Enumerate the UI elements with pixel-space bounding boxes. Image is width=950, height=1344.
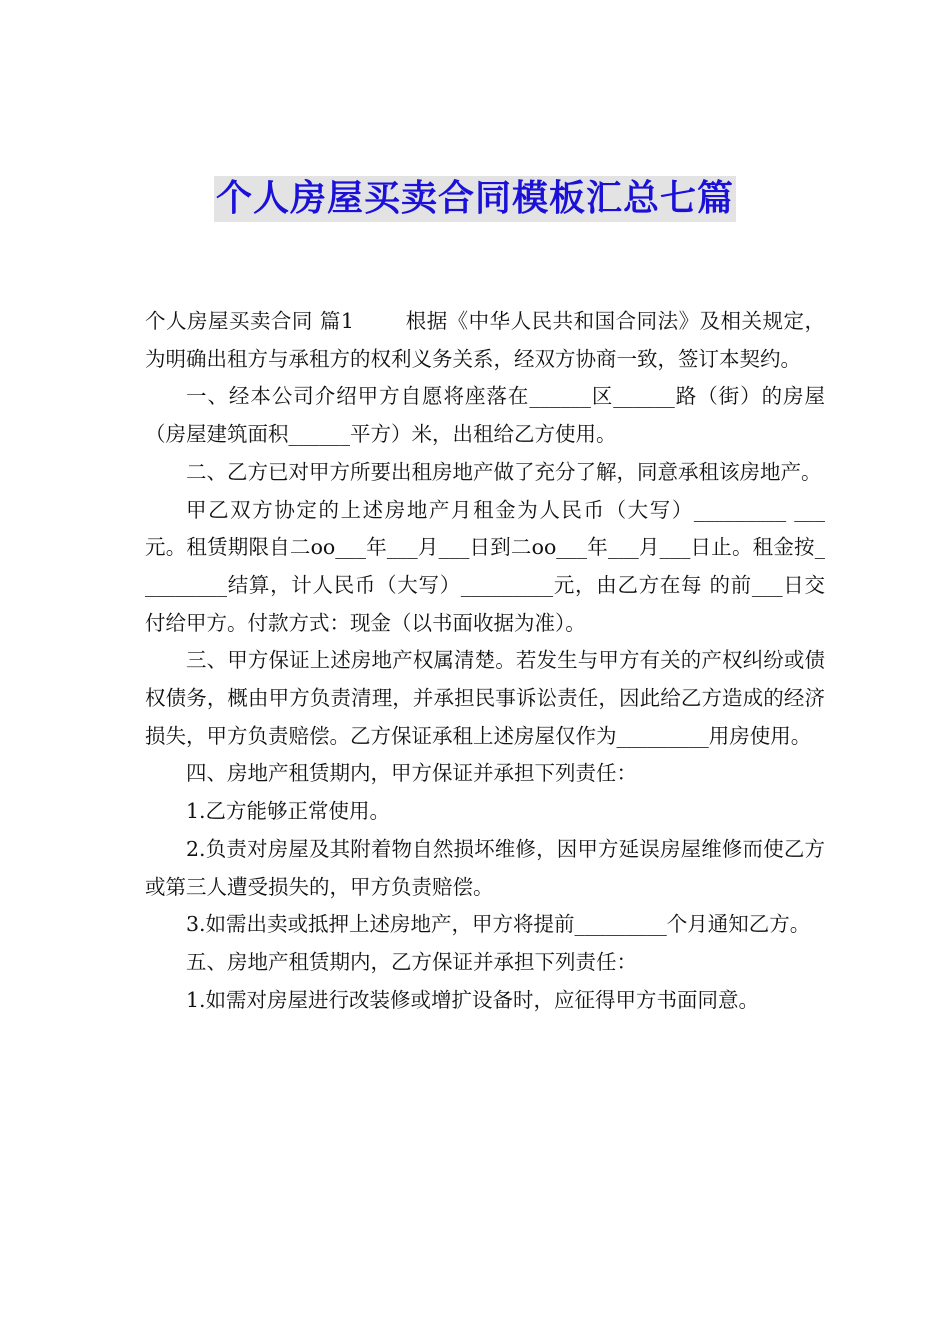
- list-item: 2.负责对房屋及其附着物自然损坏维修，因甲方延误房屋维修而使乙方或第三人遭受损失的，甲方负责赔偿。: [145, 836, 825, 899]
- document-body: [145, 303, 825, 1019]
- clause-paragraph: 甲乙双方协定的上述房地产月租金为人民币（大写）_________ ___元。租赁期限自二oo___年___月___日到二oo___年___月___日止。租金按_________结算，计人民币（大写）_________元，由乙方在每 的前___日交付给甲方。付款方式：现金（以书面收据为准）。: [145, 497, 825, 635]
- intro-text: 根据《中华人民共和国合同法》及相关规定，为明确出租方与承租方的权利义务关系，经双方协商一致，签订本契约。: [145, 309, 826, 371]
- list-item: 1.如需对房屋进行改装修或增扩设备时，应征得甲方书面同意。: [186, 987, 760, 1012]
- list-item: 1.乙方能够正常使用。: [186, 799, 391, 824]
- clause-paragraph: 一、经本公司介绍甲方自愿将座落在______区______路（街）的房屋（房屋建筑面积______平方）米，出租给乙方使用。: [145, 384, 825, 447]
- clause-paragraph: 四、房地产租赁期内，甲方保证并承担下列责任：: [186, 761, 637, 786]
- intro-paragraph: [145, 303, 825, 378]
- clause-paragraph: 二、乙方已对甲方所要出租房地产做了充分了解，同意承租该房地产。: [186, 459, 822, 484]
- title-container: [0, 176, 950, 222]
- section-heading: 个人房屋买卖合同 篇1: [145, 309, 354, 333]
- clause-paragraph: 五、房地产租赁期内，乙方保证并承担下列责任：: [186, 949, 637, 974]
- clause-paragraph: 三、甲方保证上述房地产权属清楚。若发生与甲方有关的产权纠纷或债权债务，概由甲方负责清理，并承担民事诉讼责任，因此给乙方造成的经济损失，甲方负责赔偿。乙方保证承租上述房屋仅作为_________用房使用。: [145, 648, 825, 748]
- list-item: 3.如需出卖或抵押上述房地产，甲方将提前_________个月通知乙方。: [186, 912, 811, 937]
- document-title: 个人房屋买卖合同模板汇总七篇: [214, 176, 736, 222]
